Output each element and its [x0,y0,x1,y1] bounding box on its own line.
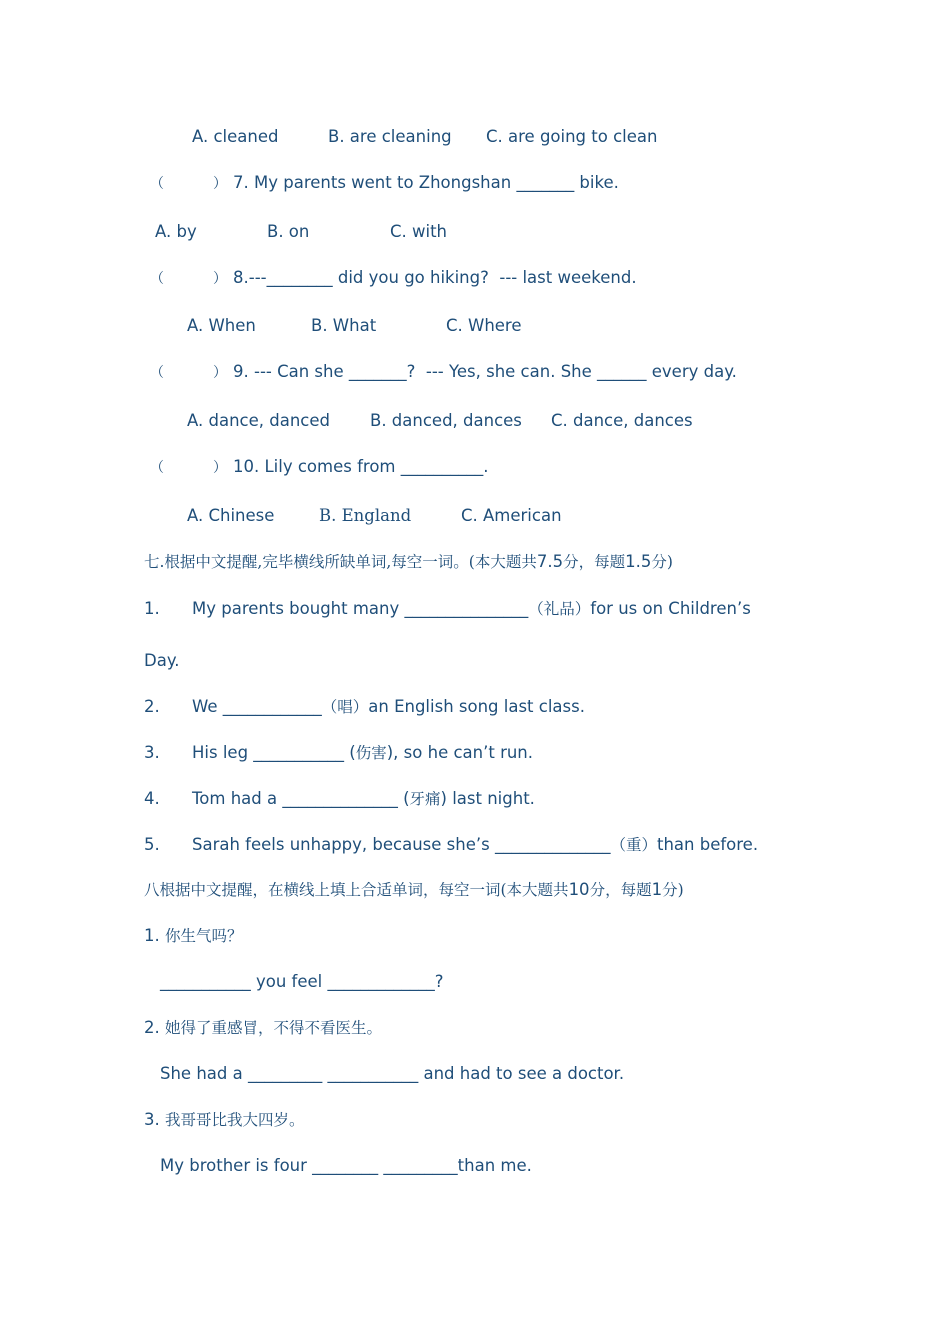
q7-option-c: C. with [390,222,448,241]
s7-item-4-number: 4. [144,789,160,808]
s7-item-2-number: 2. [144,697,160,716]
s8-item-1-prompt: 1. 你生气吗？ [144,926,243,945]
s7-item-2: We ____________（唱）an English song last class. [192,697,585,716]
q9-option-c: C. dance, dances [551,411,693,430]
answer-paren-open: （ [150,365,164,381]
q8-option-b: B. What [311,316,377,335]
s8-item-3-prompt: 3. 我哥哥比我大四岁。 [144,1110,305,1129]
q6-option-a: A. cleaned [192,127,279,146]
answer-paren-close: ） [213,365,227,381]
s8-item-2-prompt: 2. 她得了重感冒，不得不看医生。 [144,1018,383,1037]
q10-option-b: B. England [319,506,412,525]
s7-item-1: My parents bought many _______________（礼品）for us on Children’s [192,599,751,618]
answer-paren-close: ） [213,460,227,476]
q9-text: 9. --- Can she _______? --- Yes, she can. She ______ every day. [233,362,737,381]
section-7-heading: 七.根据中文提醒,完毕横线所缺单词,每空一词。(本大题共7.5分，每题1.5分) [144,552,673,571]
s8-item-2-answer: She had a _________ ___________ and had to see a doctor. [160,1064,625,1083]
answer-paren-open: （ [150,176,164,192]
s7-item-1-number: 1. [144,599,160,618]
q10-text: 10. Lily comes from __________. [233,457,489,476]
answer-paren-open: （ [150,460,164,476]
answer-paren-close: ） [213,176,227,192]
q6-option-b: B. are cleaning [328,127,452,146]
q6-option-c: C. are going to clean [486,127,658,146]
s8-item-1-answer: ___________ you feel _____________? [160,972,444,991]
s7-item-4: Tom had a ______________ (牙痛) last night. [192,789,535,808]
answer-paren-close: ） [213,271,227,287]
section-8-heading: 八根据中文提醒，在横线上填上合适单词，每空一词(本大题共10分，每题1分) [144,880,684,899]
q8-option-c: C. Where [446,316,522,335]
q8-option-a: A. When [187,316,256,335]
s7-item-3: His leg ___________ (伤害), so he can’t run. [192,743,534,762]
s7-item-1-continuation: Day. [144,651,180,670]
s7-item-5-number: 5. [144,835,160,854]
q9-option-a: A. dance, danced [187,411,330,430]
answer-paren-open: （ [150,271,164,287]
q10-option-a: A. Chinese [187,506,275,525]
q7-option-a: A. by [155,222,197,241]
s8-item-3-answer: My brother is four ________ _________than me. [160,1156,532,1175]
q7-option-b: B. on [267,222,310,241]
q7-text: 7. My parents went to Zhongshan _______ bike. [233,173,619,192]
q8-text: 8.---________ did you go hiking? --- last weekend. [233,268,637,287]
s7-item-5: Sarah feels unhappy, because she’s ______________（重）than before. [192,835,759,854]
q10-option-c: C. American [461,506,562,525]
s7-item-3-number: 3. [144,743,160,762]
q9-option-b: B. danced, dances [370,411,522,430]
